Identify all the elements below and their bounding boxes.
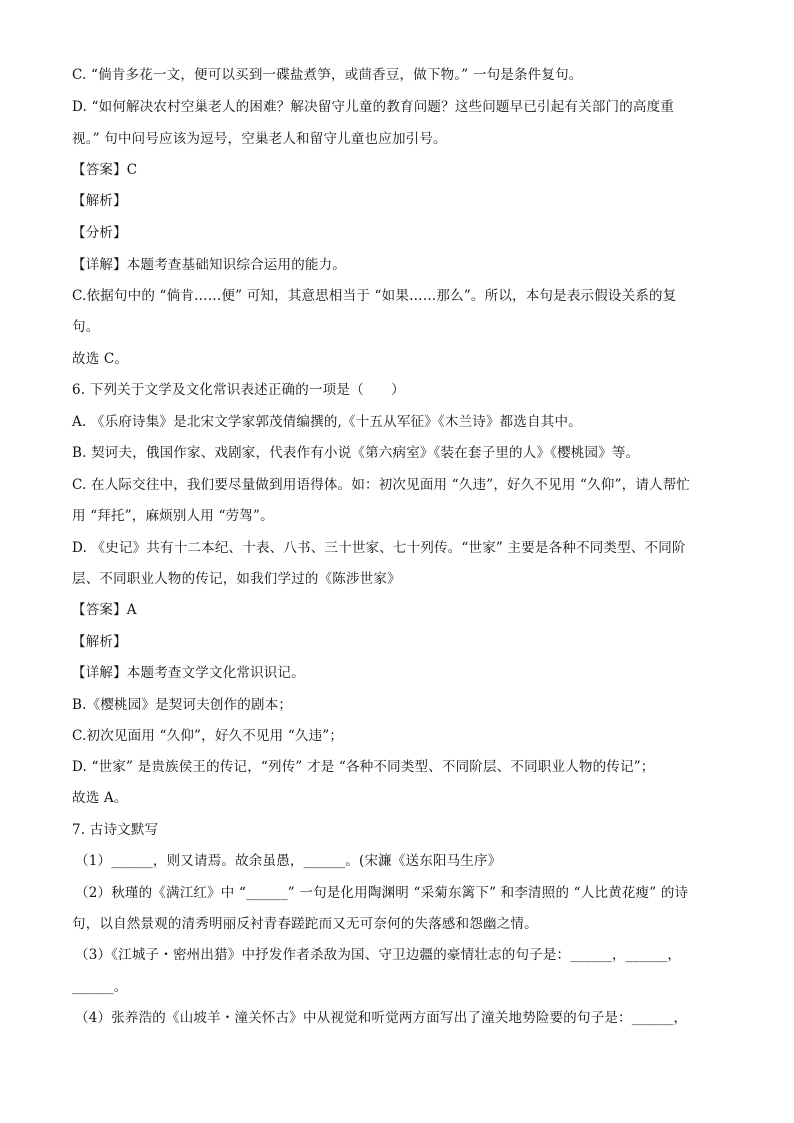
- detail-explanation: 【详解】本题考查基础知识综合运用的能力。: [72, 257, 346, 273]
- text-line: 视。” 句中问号应该为逗号，空巢老人和留守儿童也应加引号。: [72, 131, 447, 147]
- option-b: B. 契诃夫，俄国作家、戏剧家，代表作有小说《第六病室》《装在套子里的人》《樱桃园》等。: [72, 445, 640, 461]
- option-c: C. 在人际交往中，我们要尽量做到用语得体。如：初次见面用 “久违”，好久不见用 “久仰”，请人帮忙: [72, 477, 691, 493]
- text-line: 句。: [72, 319, 100, 335]
- text-line: D. “如何解决农村空巢老人的困难？解决留守儿童的教育问题？这些问题早已引起有关部门的高度重: [72, 99, 675, 115]
- text-line: 层、不同职业人物的传记，如我们学过的《陈涉世家》: [72, 571, 401, 587]
- option-a: A. 《乐府诗集》是北宋文学家郭茂倩编撰的,《十五从军征》《木兰诗》都选自其中。: [72, 414, 582, 430]
- text-line: C.依据句中的 “倘肯……便” 可知，其意思相当于 “如果……那么”。所以，本句是表示假设关系的复: [72, 288, 677, 304]
- question-6-stem: 6. 下列关于文学及文化常识表述正确的一项是（ ）: [72, 382, 405, 398]
- text-line: 用 “拜托”，麻烦别人用 “劳驾”。: [72, 508, 274, 524]
- analysis-label: 【解析】: [72, 634, 127, 650]
- option-d: D. 《史记》共有十二本纪、十表、八书、三十世家、七十列传。“世家” 主要是各种不同类型、不同阶: [72, 540, 686, 556]
- answer-label: 【答案】A: [72, 602, 137, 618]
- analysis-label: 【解析】: [72, 193, 127, 209]
- analysis-subheading: 【分析】: [72, 225, 127, 241]
- answer-label: 【答案】C: [72, 162, 138, 178]
- detail-explanation: 【详解】本题考查文学文化常识识记。: [72, 665, 305, 681]
- conclusion-line: 故选 C。: [72, 351, 129, 367]
- sub-question-1: （1）______，则又请焉。故余虽愚，______。(宋濂《送东阳马生序》: [75, 853, 502, 869]
- text-line: D. “世家” 是贵族侯王的传记，“列传” 才是 “各种不同类型、不同阶层、不同职业人物的传记”；: [72, 759, 655, 775]
- text-line: ______。: [72, 979, 128, 995]
- text-line: C.初次见面用 “久仰”，好久不见用 “久违”；: [72, 728, 344, 744]
- question-7-stem: 7. 古诗文默写: [72, 822, 159, 838]
- conclusion-line: 故选 A。: [72, 790, 128, 806]
- sub-question-3: （3）《江城子・密州出猎》中抒发作者杀敌为国、守卫边疆的豪情壮志的句子是：______，______，: [75, 947, 682, 963]
- text-line: B.《樱桃园》是契诃夫创作的剧本；: [72, 697, 293, 713]
- sub-question-4: （4）张养浩的《山坡羊・潼关怀古》中从视觉和听觉两方面写出了潼关地势险要的句子是：______，: [75, 1010, 688, 1026]
- sub-question-2: （2）秋瑾的《满江红》中 “______” 一句是化用陶渊明 “采菊东篱下” 和李清照的 “人比黄花瘦” 的诗: [75, 885, 689, 901]
- text-line: 句，以自然景观的清秀明丽反衬青春蹉跎而又无可奈何的失落感和怨幽之情。: [72, 916, 538, 932]
- text-line: C. “倘肯多花一文，便可以买到一碟盐煮笋，或茴香豆，做下物。” 一句是条件复句。: [72, 67, 583, 83]
